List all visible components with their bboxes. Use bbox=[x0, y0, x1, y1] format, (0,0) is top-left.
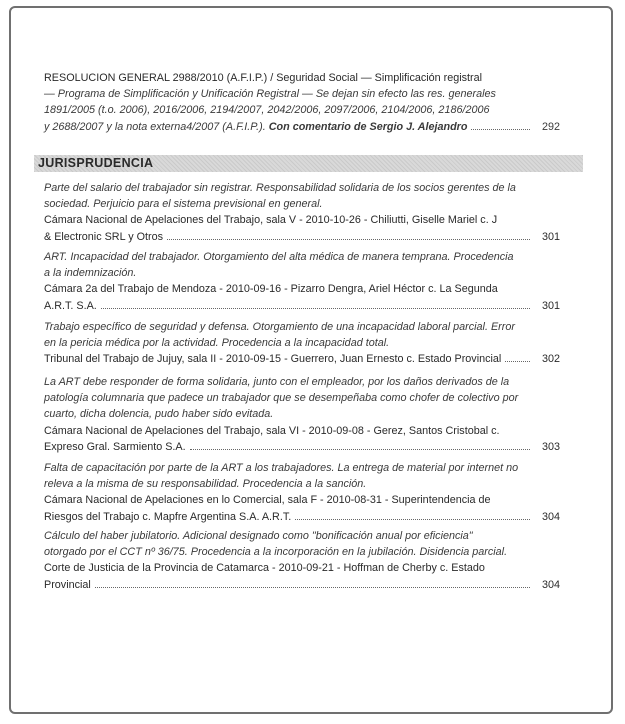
entry-summary-line: ART. Incapacidad del trabajador. Otorgamiento del alta médica de manera temprana. Procedencia bbox=[44, 251, 514, 263]
jurisprudence-entry bbox=[44, 374, 560, 455]
entry-summary-line: sociedad. Perjuicio para el sistema previsional en general. bbox=[44, 198, 323, 211]
dot-leader bbox=[167, 239, 530, 240]
entry-summary-line: Trabajo específico de seguridad y defensa. Otorgamiento de una incapacidad laboral parcial. Error bbox=[44, 321, 515, 333]
entry-citation-end: Tribunal del Trabajo de Jujuy, sala II - 2010-09-15 - Guerrero, Juan Ernesto c. Estado Provincial bbox=[44, 353, 502, 366]
entry-summary-line: en la pericia médica por la actividad. Procedencia a la incapacidad total. bbox=[44, 337, 390, 350]
page-number: 304 bbox=[541, 510, 560, 523]
entry-citation-line: Cámara 2a del Trabajo de Mendoza - 2010-09-16 - Pizarro Dengra, Ariel Héctor c. La Segunda bbox=[44, 283, 498, 296]
dot-leader bbox=[95, 587, 530, 588]
resolucion-last-prefix: y 2688/2007 y la nota externa4/2007 (A.F.I.P.). bbox=[44, 120, 266, 133]
section-header bbox=[34, 155, 583, 172]
entry-citation-line: Cámara Nacional de Apelaciones del Trabajo, sala VI - 2010-09-08 - Gerez, Santos Cristobal c. bbox=[44, 424, 500, 437]
section-title: JURISPRUDENCIA bbox=[38, 156, 154, 170]
resolucion-line: 1891/2005 (t.o. 2006), 2016/2006, 2194/2007, 2042/2006, 2097/2006, 2104/2006, 2186/2006 bbox=[44, 104, 490, 117]
page-number: 292 bbox=[541, 120, 560, 133]
entry-citation-line: Cámara Nacional de Apelaciones del Trabajo, sala V - 2010-10-26 - Chiliutti, Giselle Mariel c. J bbox=[44, 214, 498, 227]
entry-summary-line: otorgado por el CCT nº 36/75. Procedencia a la incorporación en la jubilación. Disidencia parcial. bbox=[44, 546, 508, 559]
entry-citation-line: Cámara Nacional de Apelaciones en lo Comercial, sala F - 2010-08-31 - Superintendencia de bbox=[44, 494, 491, 507]
entry-summary-line: Falta de capacitación por parte de la ART a los trabajadores. La entrega de material por internet no bbox=[44, 462, 519, 474]
page-number: 304 bbox=[541, 578, 560, 591]
entry-citation-end: Provincial bbox=[44, 578, 91, 591]
jurisprudence-entry bbox=[44, 528, 560, 593]
dot-leader bbox=[295, 519, 530, 520]
jurisprudence-entry bbox=[44, 319, 560, 368]
page-number: 301 bbox=[541, 230, 560, 243]
resolucion-line: — Programa de Simplificación y Unificación Registral — Se dejan sin efecto las res. generales bbox=[44, 88, 496, 101]
page-number: 303 bbox=[541, 440, 560, 453]
page-number: 301 bbox=[541, 299, 560, 312]
page-number: 302 bbox=[541, 353, 560, 366]
entry-citation-line: Corte de Justicia de la Provincia de Catamarca - 2010-09-21 - Hoffman de Cherby c. Estado bbox=[44, 562, 485, 575]
entry-summary-line: cuarto, dicha dolencia, pudo haber sido evitada. bbox=[44, 408, 274, 421]
resolucion-entry bbox=[44, 70, 560, 135]
jurisprudence-entry bbox=[44, 180, 560, 245]
dot-leader bbox=[505, 361, 530, 362]
jurisprudence-entry bbox=[44, 249, 560, 314]
entry-summary-line: La ART debe responder de forma solidaria, junto con el empleador, por los daños derivados de la bbox=[44, 376, 510, 388]
dot-leader bbox=[190, 449, 530, 450]
entry-citation-end: Riesgos del Trabajo c. Mapfre Argentina S.A. A.R.T. bbox=[44, 510, 292, 523]
entry-summary-line: a la indemnización. bbox=[44, 267, 137, 280]
entry-summary-line: Cálculo del haber jubilatorio. Adicional designado como "bonificación anual por eficiencia" bbox=[44, 530, 473, 542]
entry-summary-line: Parte del salario del trabajador sin registrar. Responsabilidad solidaria de los socios gerentes de la bbox=[44, 182, 516, 194]
entry-citation-end: A.R.T. S.A. bbox=[44, 299, 97, 312]
jurisprudence-entry bbox=[44, 460, 560, 525]
entry-summary-line: patología columnaria que padece un trabajador que se desempeñaba como chofer de colectivo por bbox=[44, 392, 519, 405]
dot-leader bbox=[101, 308, 530, 309]
entry-citation-end: & Electronic SRL y Otros bbox=[44, 230, 164, 243]
dot-leader bbox=[471, 129, 530, 130]
entry-citation-end: Expreso Gral. Sarmiento S.A. bbox=[44, 440, 186, 453]
resolucion-commentary: Con comentario de Sergio J. Alejandro bbox=[268, 120, 468, 133]
entry-summary-line: releva a la misma de su responsabilidad. Procedencia a la sanción. bbox=[44, 478, 367, 491]
resolucion-line: RESOLUCION GENERAL 2988/2010 (A.F.I.P.) / Seguridad Social — Simplificación registral bbox=[44, 72, 483, 84]
